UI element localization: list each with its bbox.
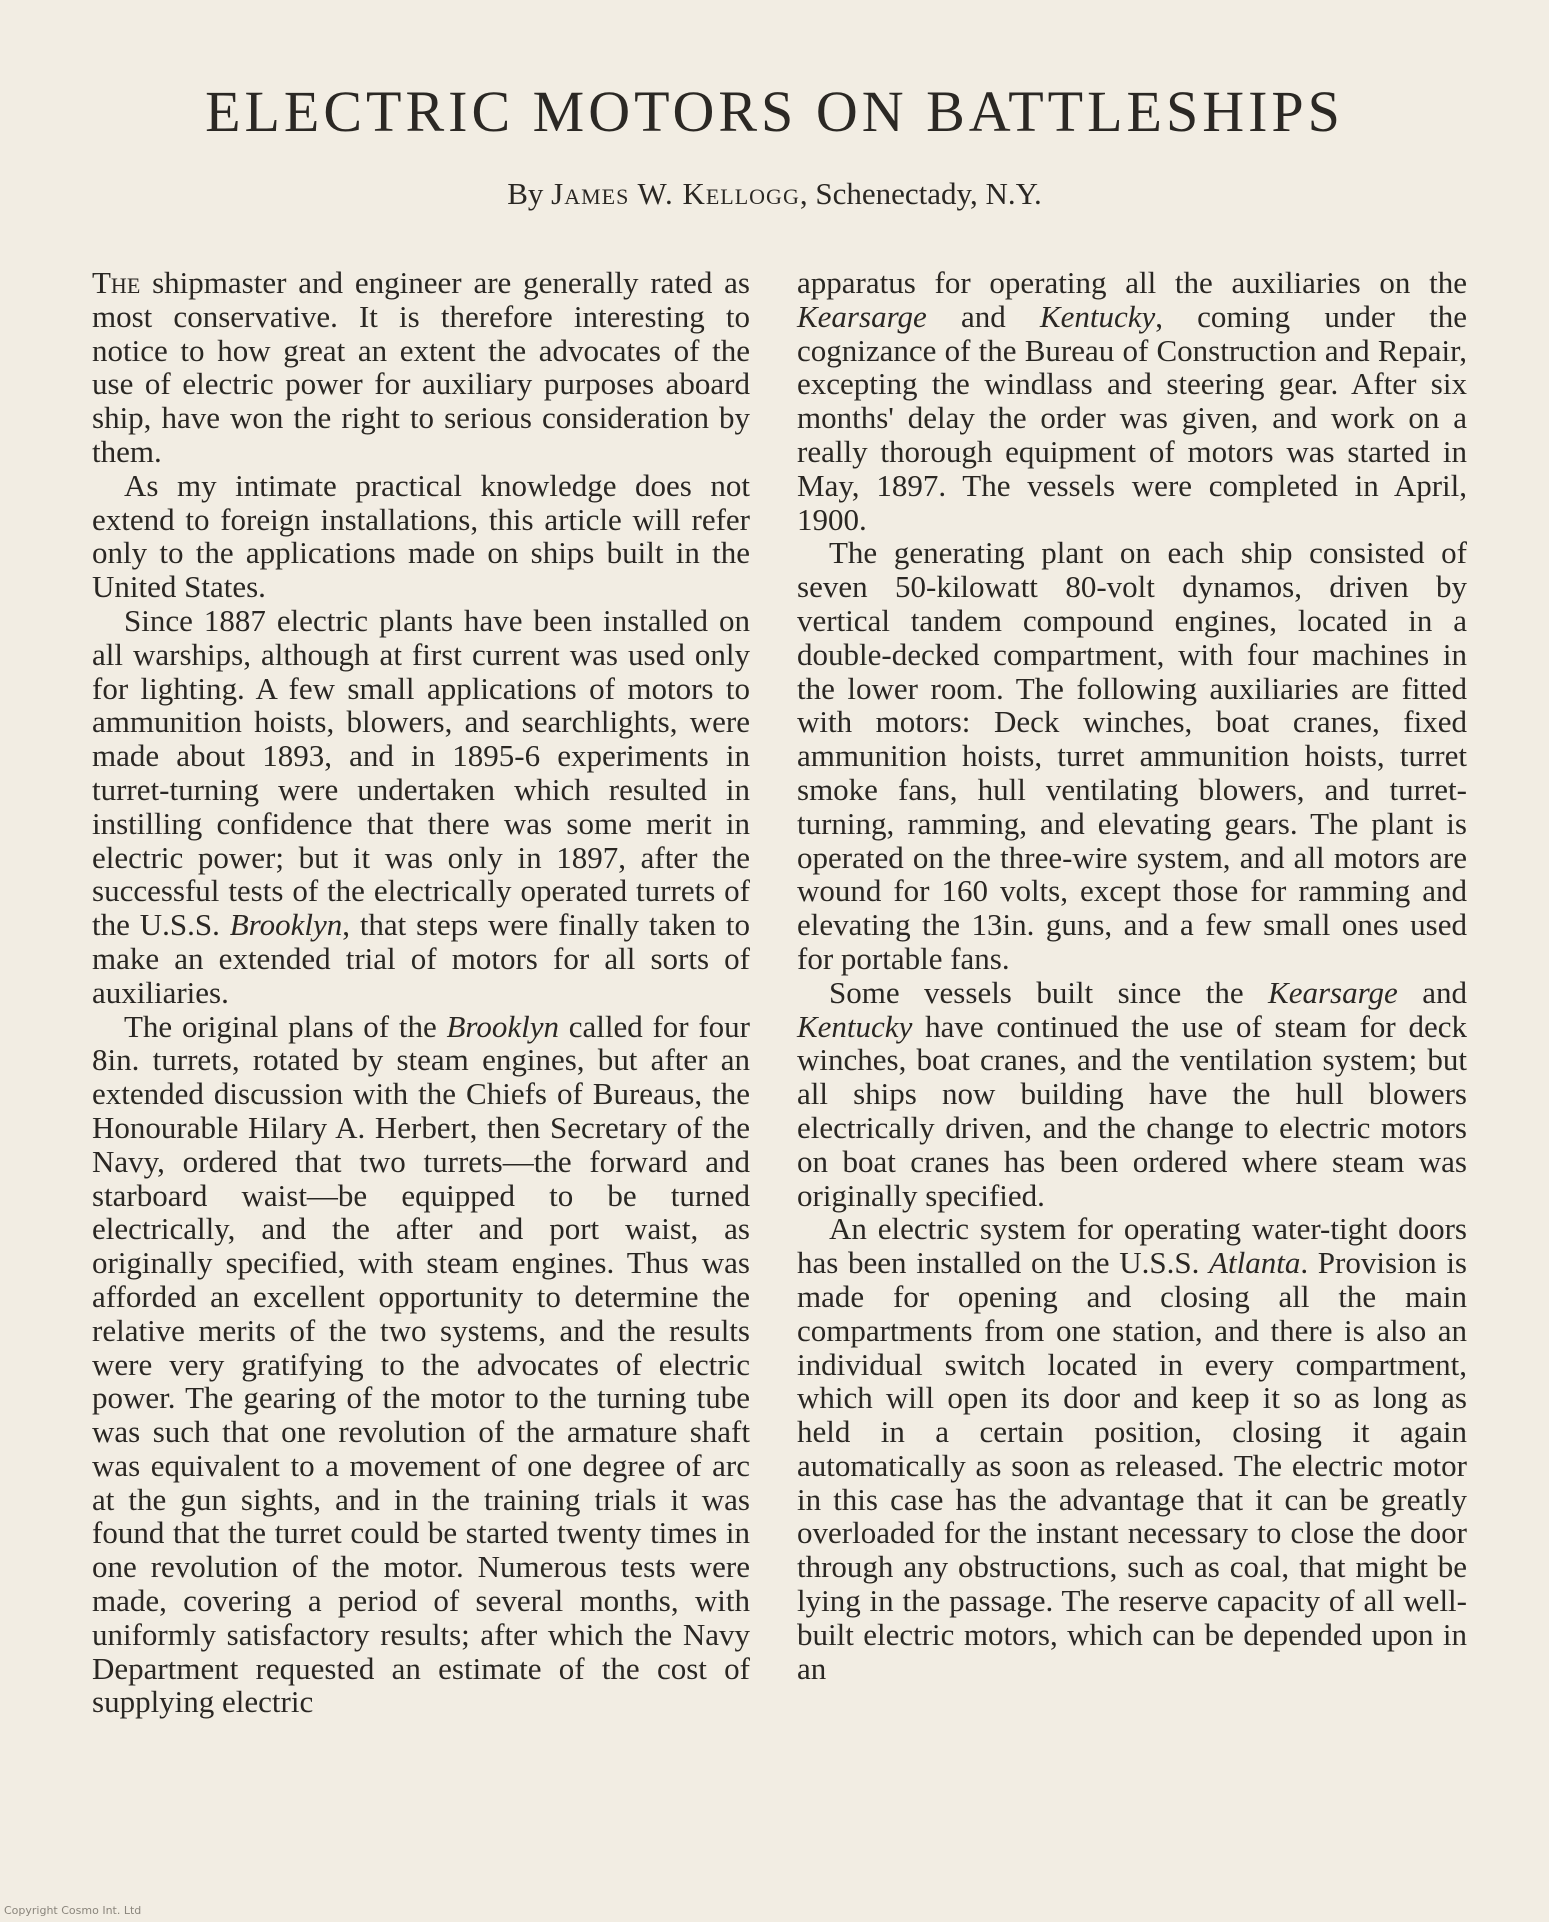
ship-name: Atlanta bbox=[1209, 1245, 1301, 1281]
paragraph: As my intimate practical knowledge does not extend to foreign installations, this article will refer only to the applications made on ships built in the United States. bbox=[92, 467, 750, 605]
ship-name: Kearsarge bbox=[1268, 974, 1398, 1010]
paragraph: The generating plant on each ship consisted of seven 50-kilowatt 80-volt dynamos, driven by vertical tandem compound engines, located in a double-decked compartment, with four machines in the lower room. The following auxiliaries are fitted with motors: Deck winches, boat cranes, fixed ammunition hoists, turret ammunition hoists, turret smoke fans, hull ventilating blowers, and turret-turning, ramming, and elevating gears. The plant is operated on the three-wire system, and all motors are wound for 160 volts, except those for ramming and elevating the 13in. guns, and a few small ones used for portable fans. bbox=[797, 535, 1467, 976]
author-name: James W. Kellogg bbox=[551, 176, 800, 211]
byline-prefix: By bbox=[507, 176, 544, 211]
paragraph bbox=[92, 604, 750, 1010]
paragraph bbox=[797, 1212, 1467, 1685]
right-column bbox=[797, 266, 1467, 1685]
ship-name: Kentucky bbox=[797, 1008, 913, 1044]
paragraph-text: have continued the use of steam for deck winches, boat cranes, and the ventilation system; but all ships now building have the hull blowers electrically driven, and the change to electric motors on boat cranes has been ordered where steam was originally specified. bbox=[797, 1008, 1467, 1213]
paragraph-text: and bbox=[1397, 974, 1467, 1010]
paragraph-text: , that steps were finally taken to make an extended trial of motors for all sorts of auxiliaries. bbox=[92, 907, 750, 1010]
ship-name: Kearsarge bbox=[797, 298, 927, 334]
lead-word: The bbox=[92, 265, 141, 300]
left-column bbox=[92, 266, 750, 1719]
paragraph-text: Some vessels built since the bbox=[829, 974, 1269, 1010]
paragraph-text: , coming under the cognizance of the Bureau of Construction and Repair, excepting the windlass and steering gear. After six months' delay the order was given, and work on a really thorough equipment of motors was started in May, 1897. The vessels were completed in April, 1900. bbox=[797, 298, 1467, 537]
author-location: , Schenectady, N.Y. bbox=[799, 176, 1042, 211]
paragraph-text: apparatus for operating all the auxiliaries on the bbox=[797, 265, 1467, 300]
ship-name: Kentucky bbox=[1039, 298, 1156, 334]
ship-name: Brooklyn bbox=[446, 1008, 559, 1044]
copyright-watermark: Copyright Cosmo Int. Ltd bbox=[4, 1904, 142, 1917]
paragraph-text: shipmaster and engineer are generally rated as most conservative. It is therefore interesting to notice to how great an extent the advocates of the use of electric power for auxiliary purposes aboard ship, have won the right to serious consideration by them. bbox=[92, 265, 750, 469]
paragraph-text: called for four 8in. turrets, rotated by steam engines, but after an extended discussion with the Chiefs of Bureaus, the Honourable Hilary A. Herbert, then Secretary of the Navy, ordered that two turrets—the forward and starboard waist—be equipped to be turned electrically, and the after and port waist, as originally specified, with steam engines. Thus was afforded an excellent opportunity to determine the relative merits of the two systems, and the results were very gratifying to the advocates of electric power. The gearing of the motor to the turning tube was such that one revolution of the armature shaft was equivalent to a movement of one degree of arc at the gun sights, and in the training trials it was found that the turret could be started twenty times in one revolution of the motor. Numerous tests were made, covering a period of several months, with uniformly satisfactory results; after which the Navy Department requested an estimate of the cost of supplying electric bbox=[92, 1008, 751, 1720]
article-title: ELECTRIC MOTORS ON BATTLESHIPS bbox=[205, 79, 1344, 144]
paragraph-text: . Provision is made for opening and closing all the main compartments from one station, and there is also an individual switch located in every compartment, which will open its door and keep it so as long as held in a certain position, closing it again automatically as soon as released. The electric motor in this case has the advantage that it can be greatly overloaded for the instant necessary to close the door through any obstructions, such as coal, that might be lying in the passage. The reserve capacity of all well-built electric motors, which can be depended upon in an bbox=[797, 1245, 1467, 1686]
ship-name: Brooklyn bbox=[229, 907, 343, 943]
paragraph bbox=[92, 1010, 750, 1720]
paragraph bbox=[797, 266, 1467, 536]
paragraph bbox=[797, 976, 1467, 1213]
paragraph-text: An electric system for operating water-tight doors has been installed on the U.S.S. bbox=[797, 1211, 1467, 1281]
paragraph-text: Since 1887 electric plants have been installed on all warships, although at first current was used only for lighting. A few small applications of motors to ammunition hoists, blowers, and searchlights, were made about 1893, and in 1895-6 experiments in turret-turning were undertaken which resulted in instilling confidence that there was some merit in electric power; but it was only in 1897, after the successful tests of the electrically operated turrets of the U.S.S. bbox=[92, 602, 750, 943]
paragraph-text: and bbox=[926, 298, 1040, 334]
paragraph-text: The original plans of the bbox=[124, 1008, 447, 1044]
article-byline bbox=[0, 176, 1549, 212]
paragraph bbox=[92, 266, 750, 469]
